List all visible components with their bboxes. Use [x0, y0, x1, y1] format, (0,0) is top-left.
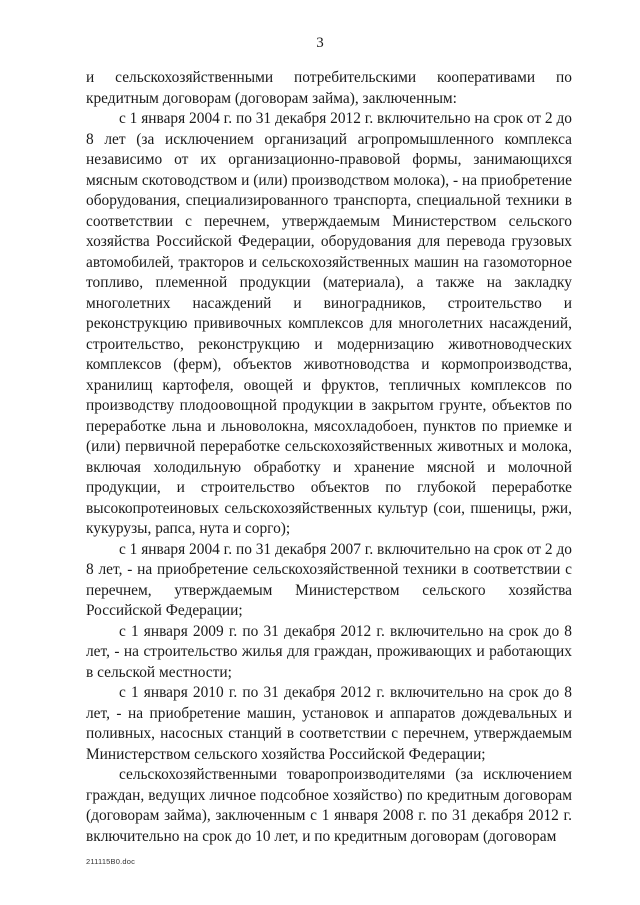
paragraph-5: с 1 января 2010 г. по 31 декабря 2012 г. включительно на срок до 8 лет, - на приобретение машин, установок и аппаратов дождевальных и поливных, насосных станций в соответствии с перечнем, утверждаемым Министерством сельского хозяйства Российской Федерации;: [86, 684, 572, 763]
document-file-code: 211115В0.doc: [86, 857, 136, 866]
paragraph-2: с 1 января 2004 г. по 31 декабря 2012 г. включительно на срок от 2 до 8 лет (за исключением организаций агропромышленного комплекса независимо от их организационно-правовой формы, занимающихся мясным скотоводством и (или) производством молока), - на приобретение оборудования, специализированного транспорта, специальной техники в соответствии с перечнем, утверждаемым Министерством сельского хозяйства Российской Федерации, оборудования для перевода грузовых автомобилей, тракторов и сельскохозяйственных машин на газомоторное топливо, племенной продукции (материала), а также на закладку многолетних насаждений и виноградников, строительство и реконструкцию прививочных комплексов для многолетних насаждений, строительство, реконструкцию и модернизацию животноводческих комплексов (ферм), объектов животноводства и кормопроизводства, хранилищ картофеля, овощей и фруктов, тепличных комплексов по производству плодоовощной продукции в закрытом грунте, объектов по переработке льна и льноволокна, мясохладобоен, пунктов по приемке и (или) первичной переработке сельскохозяйственных животных и молока, включая холодильную обработку и хранение мясной и молочной продукции, и строительство объектов по глубокой переработке высокопротеиновых сельскохозяйственных культур (сои, пшеницы, ржи, кукурузы, рапса, нута и сорго);: [86, 110, 573, 537]
paragraph-3: с 1 января 2004 г. по 31 декабря 2007 г. включительно на срок от 2 до 8 лет, - на приобретение сельскохозяйственной техники в соответствии с перечнем, утверждаемым Министерством сельского хозяйства Российской Федерации;: [86, 540, 573, 619]
paragraph-4: с 1 января 2009 г. по 31 декабря 2012 г. включительно на срок до 8 лет, - на строительство жилья для граждан, проживающих и работающих в сельской местности;: [86, 622, 572, 681]
document-body: [86, 68, 572, 847]
page-number: 3: [316, 35, 324, 51]
paragraph-6: сельскохозяйственными товаропроизводителями (за исключением граждан, ведущих личное подсобное хозяйство) по кредитным договорам (договорам займа), заключенным с 1 января 2008 г. по 31 декабря 2012 г. включительно на срок до 10 лет, и по кредитным договорам (договорам: [86, 766, 572, 845]
paragraph-1: и сельскохозяйственными потребительскими кооперативами по кредитным договорам (договорам займа), заключенным:: [86, 69, 572, 107]
